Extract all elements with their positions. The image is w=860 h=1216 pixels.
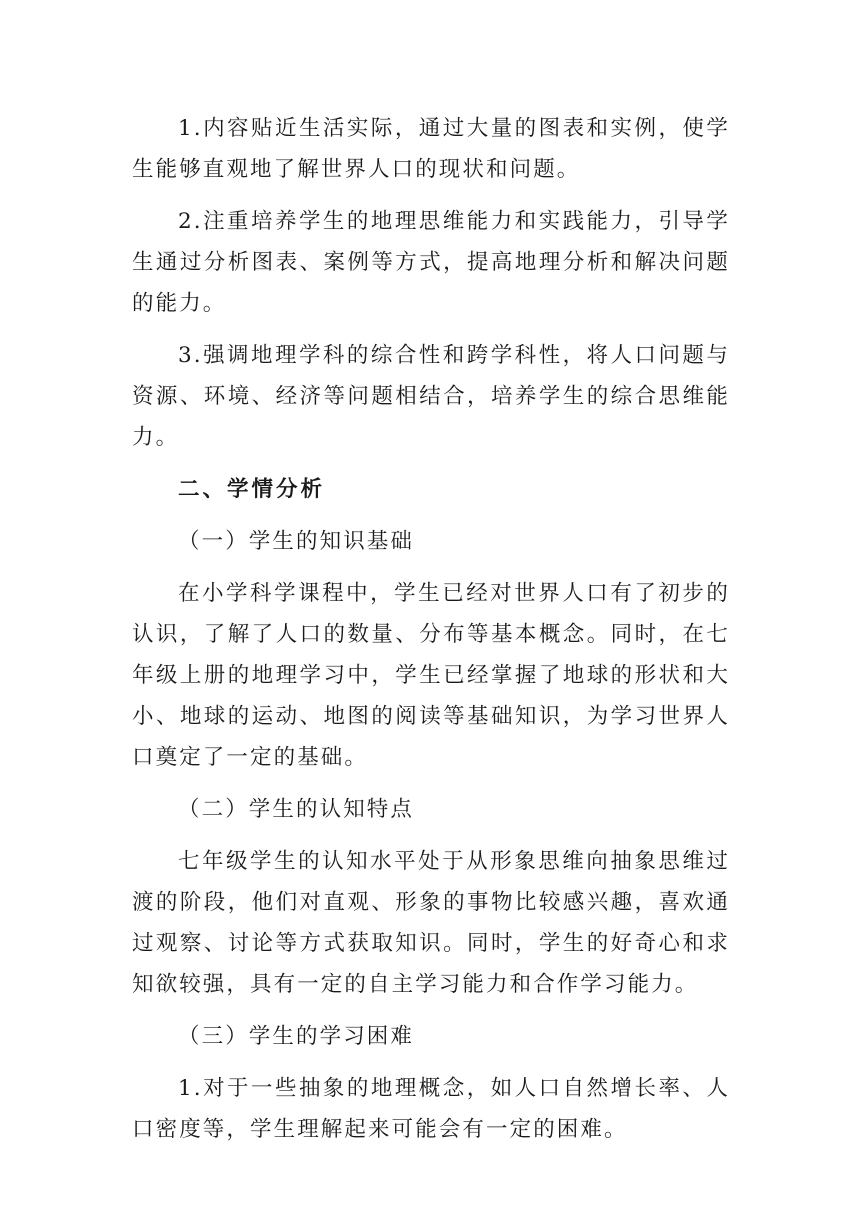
- paragraph-feature-1: 1.内容贴近生活实际，通过大量的图表和实例，使学生能够直观地了解世界人口的现状和问题。: [132, 116, 730, 182]
- document-page: [132, 108, 730, 1161]
- subheading-knowledge-base: （一）学生的知识基础: [178, 529, 415, 554]
- paragraph-knowledge-base: 在小学科学课程中，学生已经对世界人口有了初步的认识，了解了人口的数量、分布等基本概念。同时，在七年级上册的地理学习中，学生已经掌握了地球的形状和大小、地球的运动、地图的阅读等基础知识，为学习世界人口奠定了一定的基础。: [132, 581, 730, 770]
- subheading-learning-difficulties: （三）学生的学习困难: [178, 1024, 415, 1049]
- paragraph-cognitive-traits: 七年级学生的认知水平处于从形象思维向抽象思维过渡的阶段，他们对直观、形象的事物比较感兴趣，喜欢通过观察、讨论等方式获取知识。同时，学生的好奇心和求知欲较强，具有一定的自主学习能力和合作学习能力。: [132, 849, 730, 997]
- paragraph-feature-3: 3.强调地理学科的综合性和跨学科性，将人口问题与资源、环境、经济等问题相结合，培养学生的综合思维能力。: [132, 343, 730, 450]
- subheading-cognitive-traits: （二）学生的认知特点: [178, 797, 415, 822]
- section-heading-learner-analysis: 二、学情分析: [178, 477, 326, 502]
- paragraph-feature-2: 2.注重培养学生的地理思维能力和实践能力，引导学生通过分析图表、案例等方式，提高地理分析和解决问题的能力。: [132, 209, 730, 316]
- paragraph-learning-difficulty-1: 1.对于一些抽象的地理概念，如人口自然增长率、人口密度等，学生理解起来可能会有一定的困难。: [132, 1076, 730, 1142]
